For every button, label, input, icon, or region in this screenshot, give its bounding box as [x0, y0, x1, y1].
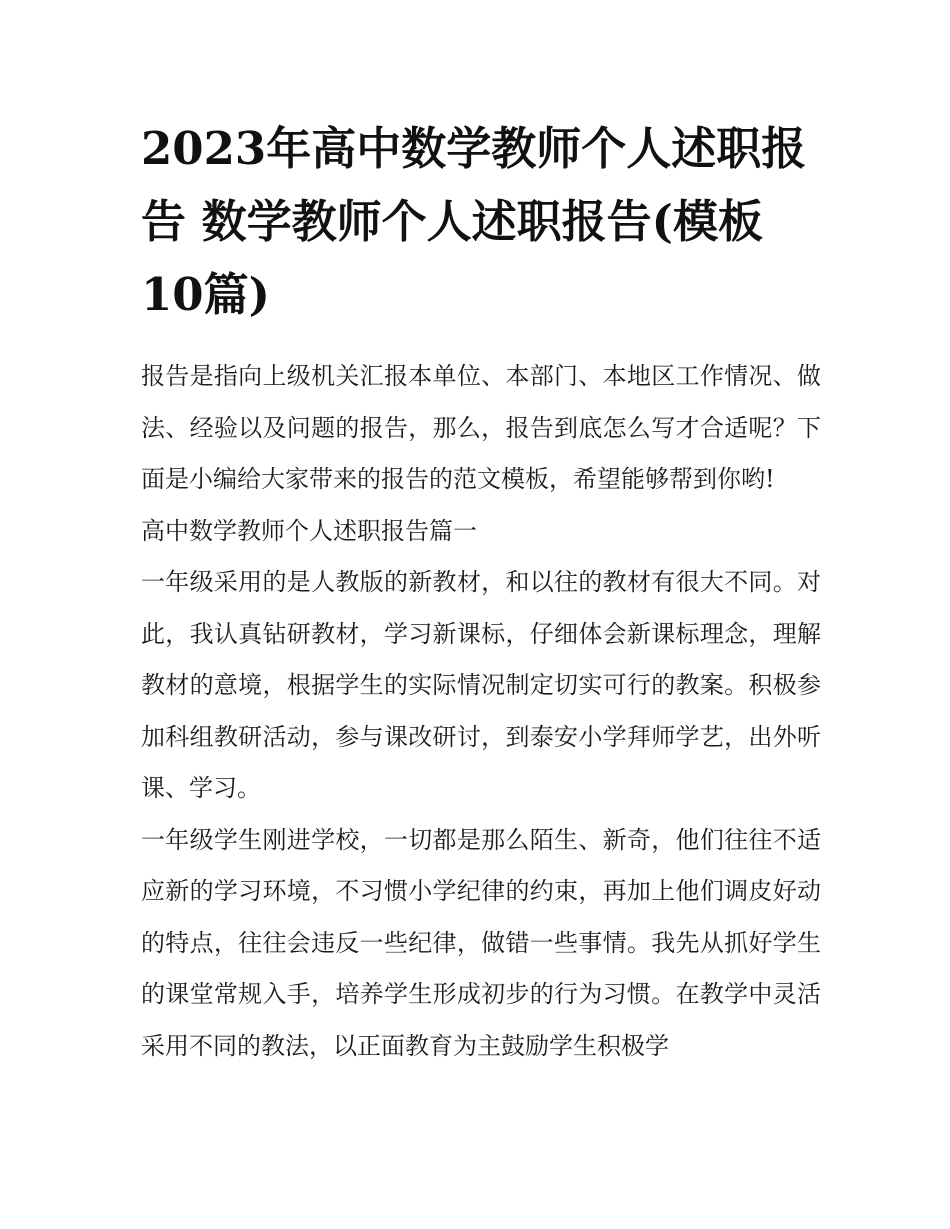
- document-title: 2023年高中数学教师个人述职报告 数学教师个人述职报告(模板10篇): [141, 122, 807, 321]
- intro-paragraph: 报告是指向上级机关汇报本单位、本部门、本地区工作情况、做法、经验以及问题的报告，那么，报告到底怎么写才合适呢？下面是小编给大家带来的报告的范文模板，希望能够帮到你哟!: [141, 362, 821, 493]
- document-content: [141, 112, 821, 1072]
- document-body: [141, 351, 821, 1072]
- body-paragraph-2: 一年级学生刚进学校，一切都是那么陌生、新奇，他们往往不适应新的学习环境，不习惯小学纪律的约束，再加上他们调皮好动的特点，往往会违反一些纪律，做错一些事情。我先从抓好学生的课堂常规入手，培养学生形成初步的行为习惯。在教学中灵活采用不同的教法，以正面教育为主鼓励学生积极学: [141, 825, 821, 1060]
- body-paragraph-1: 一年级采用的是人教版的新教材，和以往的教材有很大不同。对此，我认真钻研教材，学习新课标，仔细体会新课标理念，理解教材的意境，根据学生的实际情况制定切实可行的教案。积极参加科组教研活动，参与课改研讨，到泰安小学拜师学艺，出外听课、学习。: [141, 568, 821, 802]
- section-heading: 高中数学教师个人述职报告篇一: [141, 516, 477, 545]
